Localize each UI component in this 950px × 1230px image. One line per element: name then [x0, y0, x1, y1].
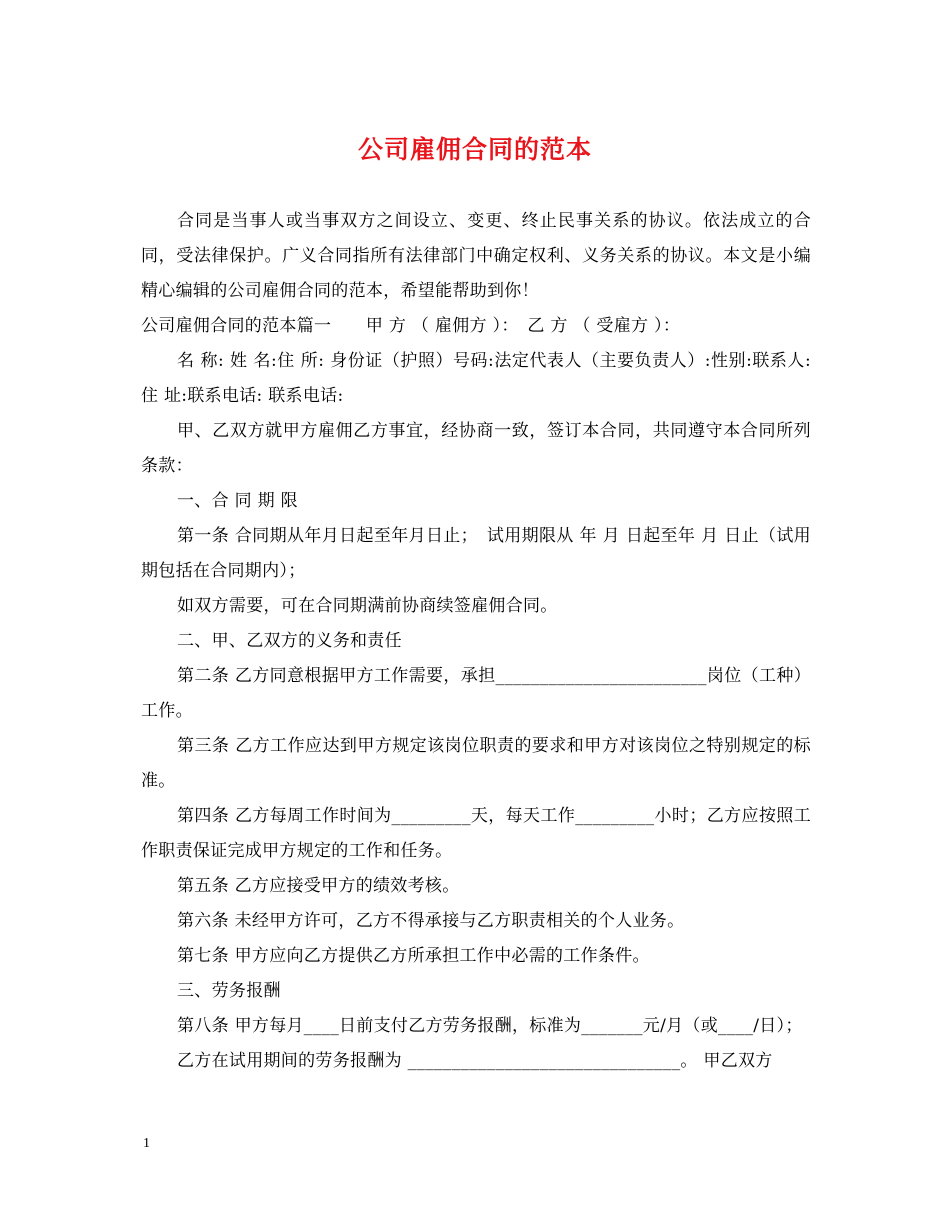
article-4: 第四条 乙方每周工作时间为_________天，每天工作_________小时；乙方应按照工作职责保证完成甲方规定的工作和任务。 [141, 806, 811, 861]
article-8: 第八条 甲方每月____日前支付乙方劳务报酬，标准为_______元/月（或____/日）； [177, 1016, 803, 1036]
document-title: 公司雇佣合同的范本 [357, 135, 592, 164]
article-5: 第五条 乙方应接受甲方的绩效考核。 [177, 876, 460, 896]
paragraph-intro: 合同是当事人或当事双方之间设立、变更、终止民事关系的协议。依法成立的合同，受法律保护。广义合同指所有法律部门中确定权利、义务关系的协议。本文是小编精心编辑的公司雇佣合同的范本，希望能帮助到你！ [141, 211, 811, 301]
article-3: 第三条 乙方工作应达到甲方规定该岗位职责的要求和甲方对该岗位之特别规定的标准。 [141, 736, 811, 791]
article-7: 第七条 甲方应向乙方提供乙方所承担工作中必需的工作条件。 [177, 946, 650, 966]
section-heading-term: 一、合 同 期 限 [177, 491, 298, 511]
article-1: 第一条 合同期从年月日起至年月日止； 试用期限从 年 月 日起至年 月 日止（试用期包括在合同期内）； [141, 526, 811, 581]
paragraph-renewal: 如双方需要，可在合同期满前协商续签雇佣合同。 [177, 596, 558, 616]
paragraph-agreement: 甲、乙双方就甲方雇佣乙方事宜，经协商一致，签订本合同，共同遵守本合同所列条款： [141, 421, 811, 476]
page-number: 1 [143, 1136, 150, 1151]
article-6: 第六条 未经甲方许可，乙方不得承接与乙方职责相关的个人业务。 [177, 911, 685, 931]
paragraph-party-fields: 名 称: 姓 名:住 所: 身份证（护照）号码:法定代表人（主要负责人）:性别:联系人: 住 址:联系电话: 联系电话: [141, 351, 811, 406]
paragraph-parties-heading: 公司雇佣合同的范本篇一 甲 方 （ 雇佣方 ）： 乙 方 （ 受雇方 ）： [141, 316, 681, 336]
document-body [141, 204, 811, 1079]
paragraph-probation-pay: 乙方在试用期间的劳务报酬为 _______________________________。 甲乙双方 [177, 1051, 773, 1071]
section-heading-duties: 二、甲、乙双方的义务和责任 [177, 631, 402, 651]
article-2: 第二条 乙方同意根据甲方工作需要，承担________________________岗位（工种）工作。 [141, 666, 811, 721]
section-heading-pay: 三、劳务报酬 [177, 981, 281, 1001]
